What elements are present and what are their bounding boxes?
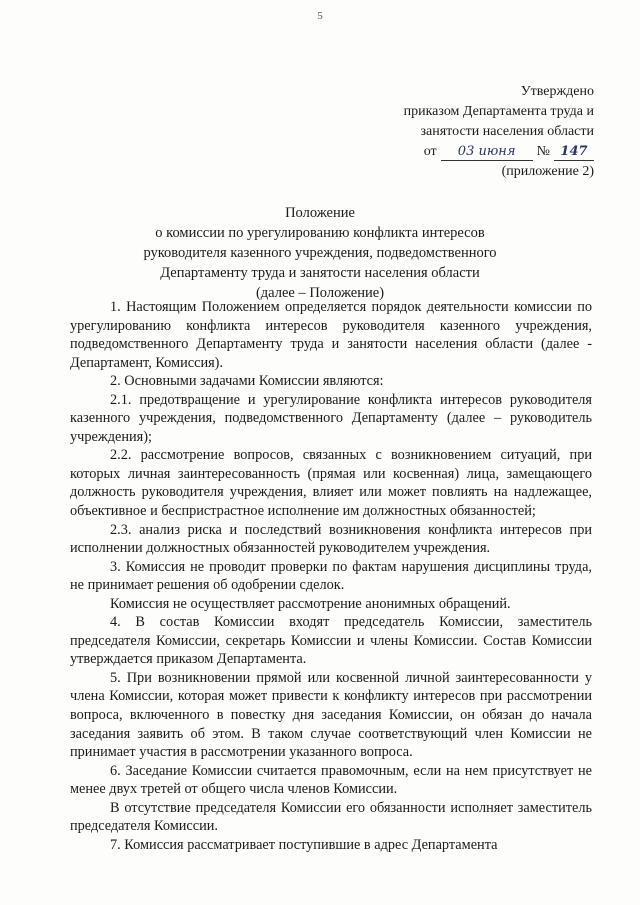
paragraph: 4. В состав Комиссии входят председатель Комиссии, заместитель председателя Комиссии, секретарь Комиссии и члены Комиссии. Состав Комиссии утверждается приказом Департамента.: [70, 614, 592, 668]
handwritten-order-number: 147: [554, 144, 594, 161]
paragraph: В отсутствие председателя Комиссии его обязанности исполняет заместитель председателя Комиссии.: [70, 799, 592, 835]
paragraph: 2.3. анализ риска и последствий возникновения конфликта интересов при исполнении должностных обязанностей руководителем учреждения.: [70, 521, 592, 557]
title-line-3: руководителя казенного учреждения, подведомственного: [143, 245, 497, 261]
paragraph: 2.1. предотвращение и урегулирование конфликта интересов руководителя казенного учреждения, подведомственного Департаменту (далее – руководитель учреждения);: [70, 391, 592, 445]
appendix-label: (приложение 2): [501, 164, 594, 179]
order-date-number-line: [334, 142, 594, 162]
handwritten-date: 03 июня: [441, 144, 533, 161]
paragraph: 6. Заседание Комиссии считается правомочным, если на нем присутствует не менее двух третей от общего числа членов Комиссии.: [70, 762, 592, 798]
document-body: [70, 298, 592, 854]
title-line-5: (далее – Положение): [255, 285, 385, 301]
approval-line-1: Утверждено: [520, 84, 594, 99]
paragraph: 2. Основными задачами Комиссии являются:: [110, 373, 384, 390]
approval-stamp-block: [334, 82, 594, 182]
paragraph: 2.2. рассмотрение вопросов, связанных с возникновением ситуаций, при которых личная заинтересованность (прямая или косвенная) лица, замещающего должность руководителя учреждения, влияет или может повлиять на надлежащее, объективное и беспристрастное исполнение им должностных обязанностей;: [70, 447, 592, 520]
from-label: от: [423, 144, 437, 159]
approval-line-2: приказом Департамента труда и: [403, 104, 594, 119]
title-line-4: Департаменту труда и занятости населения области: [160, 265, 480, 281]
paragraph: 1. Настоящим Положением определяется порядок деятельности комиссии по урегулированию конфликта интересов руководителя казенного учреждения, подведомственного Департаменту труда и занятости населения области (далее - Департамент, Комиссия).: [70, 299, 592, 371]
paragraph: 5. При возникновении прямой или косвенной личной заинтересованности у члена Комиссии, которая может привести к конфликту интересов при рассмотрении вопроса, включенного в повестку дня заседания Комиссии, он обязан до начала заседания заявить об этом. В таком случае соответствующий член Комиссии не принимает участия в рассмотрении указанного вопроса.: [70, 669, 592, 761]
paragraph: 3. Комиссия не проводит проверки по фактам нарушения дисциплины труда, не принимает решения об одобрении сделок.: [70, 558, 592, 594]
document-title: [100, 203, 540, 303]
paragraph: Комиссия не осуществляет рассмотрение анонимных обращений.: [110, 595, 511, 612]
title-line-1: Положение: [285, 205, 355, 221]
title-line-2: о комиссии по урегулированию конфликта интересов: [155, 225, 485, 241]
approval-line-3: занятости населения области: [420, 124, 594, 139]
page-number: 5: [317, 10, 323, 22]
paragraph: 7. Комиссия рассматривает поступившие в адрес Департамента: [110, 836, 498, 853]
number-label: №: [536, 144, 550, 159]
